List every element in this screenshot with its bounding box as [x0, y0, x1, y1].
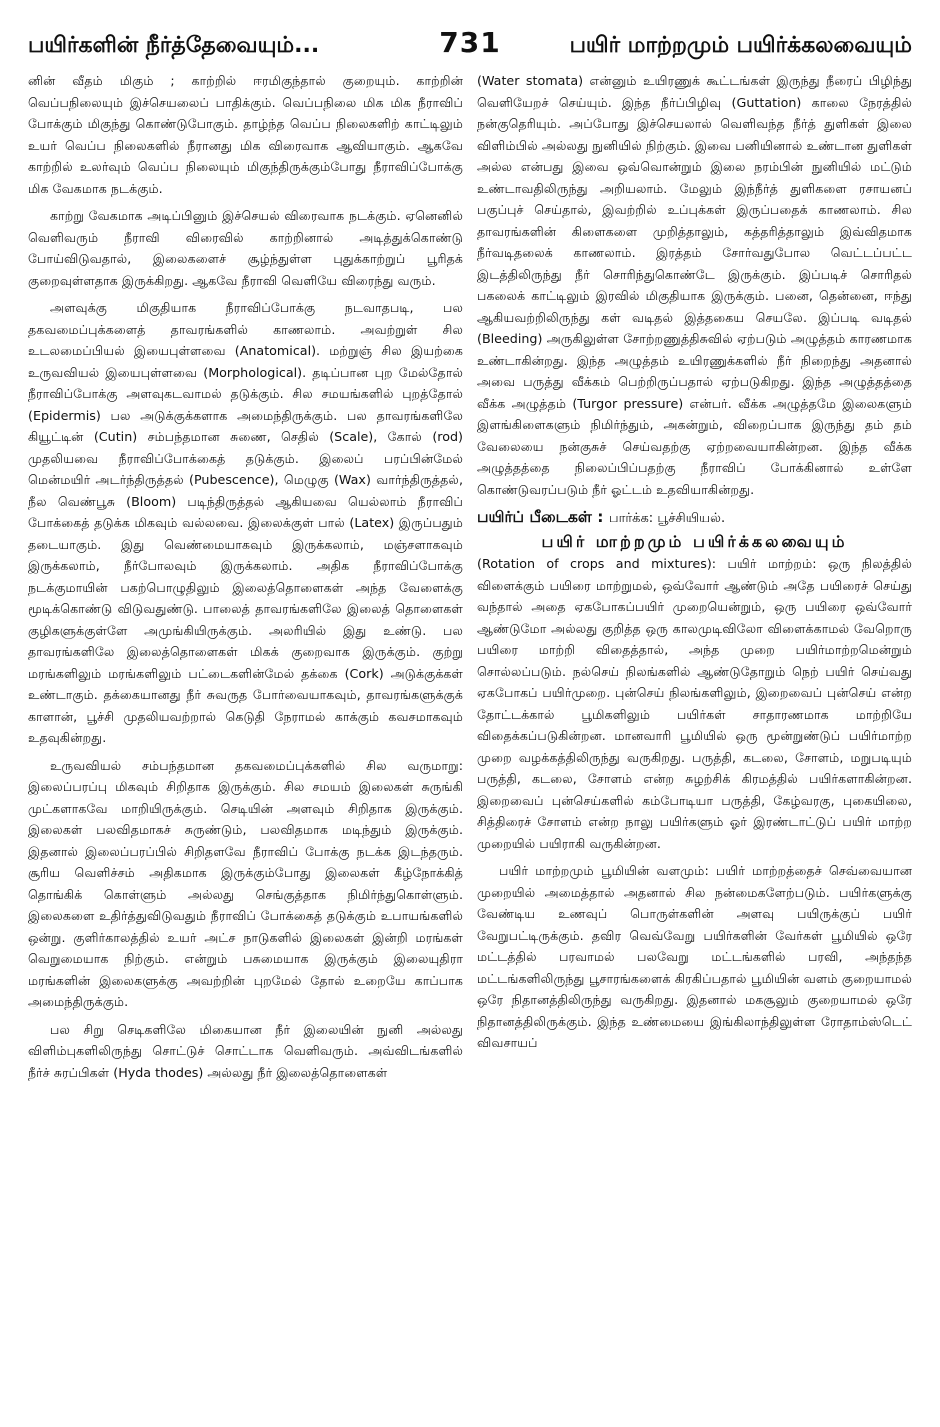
header-left-title: பயிர்களின் நீர்த்தேவையும்...	[28, 33, 320, 58]
section-cross-reference: பார்க்க: பூச்சியியல்.	[608, 511, 726, 526]
left-paragraph: பல சிறு செடிகளிலே மிகையான நீர் இலையின் நுனி அல்லது விளிம்புகளிலிருந்து சொட்டுச் சொட்டாக வெளிவரும். அவ்விடங்களில் நீர்ச் சுரப்பிகள் (Hyda thodes) அல்லது நீர் இலைத்தொளைகள்	[28, 1021, 463, 1080]
section-heading-pests	[477, 506, 912, 530]
left-paragraph: உருவவியல் சம்பந்தமான தகவமைப்புக்களில் சில வருமாறு: இலைப்பரப்பு மிகவும் சிறிதாக இருக்கும். சில சமயம் இலைகள் சுருங்கி முட்களாகவே மாறியிருக்கும். செடியின் அளவும் சிறிதாக இருக்கும். இலைகள் பலவிதமாகச் சுருண்டும், பலவிதமாக மடிந்தும் இருக்கும். இதனால் இலைப்பரப்பில் சிறிதளவே நீராவிப் போக்கு நடக்க இடந்தரும். சூரிய வெளிச்சம் அதிகமாக இருக்கும்போது இலைகள் கீழ்நோக்கித் தொங்கிக் கொள்ளும் அல்லது செங்குத்தாக நிமிர்ந்துகொள்ளும். இலைகளை உதிர்த்துவிடுவதும் நீராவிப் போக்கைத் தடுக்கும் உபாயங்களில் ஒன்று. குளிர்காலத்தில் உயர் அட்ச நாடுகளில் இலைகள் இன்றி மரங்கள் வெறுமையாக நிற்கும். என்றும் பசுமையாக இருக்கும் இலையுதிரா மரங்களின் இலைகளுக்கு அவற்றின் புறமேல் தோல் உறையே காப்பாக அமைந்திருக்கும்.	[28, 757, 463, 1009]
right-paragraph: பயிர் மாற்றமும் பூமியின் வளமும்: பயிர் மாற்றத்தைச் செவ்வையான முறையில் அமைத்தால் அதனால் சில நன்மைகளேற்படும். பயிர்களுக்கு வேண்டிய உணவுப் பொருள்களின் அளவு பயிருக்குப் பயிர் வேறுபட்டிருக்கும். தவிர வெவ்வேறு பயிர்களின் வேர்கள் பூமியில் ஒரே மட்டத்தில் பரவாமல் பலவேறு மட்டங்களில் பரவி, அந்தந்த மட்டங்களிலிருந்து பூசாரங்களைக் கிரகிப்பதால் பூமியின் வளம் குறையாமல் ஒரே நிதானத்திலிருந்து வருகிறது. இதனால் மகசூலும் குறையாமல் ஒரே நிதானத்திலிருக்கும். இந்த உண்மையை இங்கிலாந்திலுள்ள ரோதாம்ஸ்டெட் விவசாயப்	[477, 863, 912, 1050]
article-heading-crop-rotation: பயிர் மாற்றமும் பயிர்க்கலவையும்	[541, 532, 848, 551]
left-paragraph: காற்று வேகமாக அடிப்பினும் இச்செயல் விரைவாக நடக்கும். ஏனெனில் வெளிவரும் நீராவி விரைவில் காற்றினால் அடித்துக்கொண்டு போய்விடுவதால், இலைகளைச் சூழ்ந்துள்ள புதுக்காற்றுப் பூரிதக் குறைவுள்ளதாக இருக்கிறது. ஆகவே நீராவி வெளியே விரைந்து வரும்.	[28, 208, 463, 288]
running-header	[28, 26, 912, 70]
left-paragraph: அளவுக்கு மிகுதியாக நீராவிப்போக்கு நடவாதபடி, பல தகவமைப்புக்களைத் தாவரங்களில் காணலாம். அவற்றுள் சில உடலமைப்பியல் இயைபுள்ளவை (Anatomical). மற்றுஞ் சில இயற்கை உருவவியல் இயைபுள்ளவை (Morphological). தடிப்பான புற மேல்தோல் நீராவிப்போக்கு அளவுகடவாமல் தடுக்கும். சில சமயங்களில் புறத்தோல் (Epidermis) பல அடுக்குக்களாக அமைந்திருக்கும். பல தாவரங்களிலே கியூட்டின் (Cutin) சம்பந்தமான சுணை, செதில் (Scale), கோல் (rod) முதலியவை நீராவிப்போக்கைத் தடுக்கும். இலைப் பரப்பின்மேல் மென்மயிர் அடர்ந்திருத்தல் (Pubescence), மெழுகு (Wax) வார்ந்திருத்தல், நீல வெண்பூசு (Bloom) படிந்திருத்தல் ஆகியவை யெல்லாம் நீராவிப் போக்கைத் தடுக்க மிகவும் வல்லவை. இலைக்குள் பால் (Latex) இருப்பதும் தடையாகும். இது வெண்மையாகவும் இருக்கலாம், மஞ்சளாகவும் இருக்கலாம், நீர்போலவும் இருக்கலாம். அதிக நீராவிப்போக்கு நடக்குமாயின் பகற்பொழுதிலும் இலைத்தொளைகள் அந்த வேளைக்கு மூடிக்கொண்டு விடுவதுண்டு. பாலைத் தாவரங்களிலே இலைத் தொளைகள் குழிகளுக்குள்ளே அமுங்கியிருக்கும். அலரியில் இது உண்டு. பல தாவரங்களிலே இலைத்தொளைகள் மிகக் குறைவாக இருக்கும். குற்று மரங்களிலும் மரங்களிலும் பட்டைகளின்மேல் தக்கை (Cork) அடுக்குக்கள் உண்டாகும். தக்கையானது நீர் சுவருத போர்வையாகவும், தாவரங்களுக்குக் காளான், பூச்சி முதலியவற்றால் கெடுதி நேராமல் காக்கும் கவசமாகவும் உதவுகின்றது.	[28, 300, 463, 745]
left-paragraph: னின் வீதம் மிகும் ; காற்றில் ஈரமிகுந்தால் குறையும். காற்றின் வெப்பநிலையும் இச்செயலைப் பாதிக்கும். வெப்பநிலை மிக மிக நீராவிப் போக்கும் மிகுந்து கொண்டுபோகும். தாழ்ந்த வெப்ப நிலைகளிற் காட்டிலும் உயர் வெப்ப நிலைகளில் நீரானது மிக விரைவாக ஆவியாகும். ஆகவே காற்றில் உலர்வும் வெப்ப நிலையும் மிகுந்திருக்கும்போது நீராவிப்போக்கு மிக வேகமாக நடக்கும்.	[28, 73, 463, 196]
body-columns	[28, 70, 912, 1410]
right-paragraph: (Rotation of crops and mixtures): பயிர் மாற்றம்: ஒரு நிலத்தில் விளைக்கும் பயிரை மாற்றுமல், ஒவ்வோர் ஆண்டும் அதே பயிரைச் செய்து வந்தால் அதை ஏகபோகப்பயிர் முறையென்றும், ஒரு பயிரை ஒவ்வோர் ஆண்டுமோ அல்லது குறித்த ஒரு காலமுடிவிலோ விளைக்காமல் வேறொரு பயிரை மாற்றி விதைத்தால், அந்த முறை பயிர்மாற்றமென்றும் சொல்லப்படும். நல்செய் நிலங்களில் ஆண்டுதோறும் நெற் பயிர் செய்வது ஏகபோகப் பயிர்முறை. புன்செய் நிலங்களிலும், இறைவைப் புன்செய் என்ற தோட்டக்கால் பூமிகளிலும் பயிர்கள் சாதாரணமாக மாற்றியே விதைக்கப்படுகின்றன. மானவாரி பூமியில் ஒரு மூன்றுண்டுப் பயிர்மாற்ற முறை வழக்கத்திலிருந்து வருகிறது. பருத்தி, கடலை, சோளம், மறுபடியும் பருத்தி, கடலை, சோளம் என்ற சுழற்சிக் கிரமத்தில் பயிர்களாகின்றன. இறைவைப் புன்செய்களில் கம்போடியா பருத்தி, கேழ்வரகு, புகையிலை, சித்திரைச் சோளம் என்ற நாலு பயிர்களும் ஓர் இரண்டாட்டுப் பயிர் மாற்ற முறையில் பயிராகி வருகின்றன.	[477, 556, 912, 851]
right-intro-paragraph: (Water stomata) என்னும் உயிரணுக் கூட்டங்கள் இருந்து நீரைப் பிழிந்து வெளியேறச் செய்யும். இந்த நீர்ப்பிழிவு (Guttation) காலை நேரத்தில் நன்குதெரியும். அப்போது இச்செயலால் வெளிவந்த நீர்த் துளிகள் இலை விளிம்பில் அல்லது நுனியில் நிற்கும். இவை பனியினால் உண்டான துளிகள் அல்ல என்பது இவை ஒவ்வொன்றும் இலை நரம்பின் நுனியில் மட்டும் உண்டாவதிலிருந்து அறியலாம். மேலும் இந்நீர்த் துளிகளை ரசாயனப் பகுப்புச் செய்தால், இவற்றில் உப்புக்கள் இருப்பதைக் காணலாம். சில தாவரங்களின் கிளைகளை முறித்தாலும், கத்தரித்தாலும் இவ்விதமாக நீர்வடிதலைக் காணலாம். இரத்தம் சோர்வதுபோல வெட்டப்பட்ட இடத்திலிருந்து நீர் சொரிந்துகொண்டே இருக்கும். இப்படிச் சொரிதல் பகலைக் காட்டிலும் இரவில் மிகுதியாக இருக்கும். பனை, தென்னை, ஈந்து ஆகியவற்றிலிருந்து கள் வடிதல் இத்தகைய செயலே. இப்படி வடிதல் (Bleeding) அருகிலுள்ள சோற்றணுத்திசுவில் ஏற்படும் அழுத்தம் காரணமாக உண்டாகின்றது. இந்த அழுத்தம் உயிரணுக்களில் நீர் நிறைந்து அதனால் அவை பருத்து வீக்கம் பெற்றிருப்பதால் ஏற்படுகிறது. இந்த அழுத்தத்தை வீக்க அழுத்தம் (Turgor pressure) என்பர். வீக்க அழுத்தமே இலைகளும் இளங்கிளைகளும் நிமிர்ந்தும், அகன்றும், விறைப்பாக இருந்து தம் தம் வேலையை நன்குசுச் செய்வதற்கு ஏற்றவையாகின்றன. இந்த வீக்க அழுத்தத்தை நிலைப்பிப்பதற்கு நீராவிப் போக்கினால் உள்ளே கொண்டுவரப்படும் நீர் ஓட்டம் உதவியாகின்றது.	[477, 73, 912, 497]
left-column	[28, 70, 463, 1405]
page-number: 731	[439, 26, 501, 59]
header-right-title: பயிர் மாற்றமும் பயிர்க்கலவையும்	[569, 33, 912, 58]
right-column	[477, 70, 912, 1405]
section-title-text: பயிர்ப் பீடைகள் :	[477, 508, 604, 526]
